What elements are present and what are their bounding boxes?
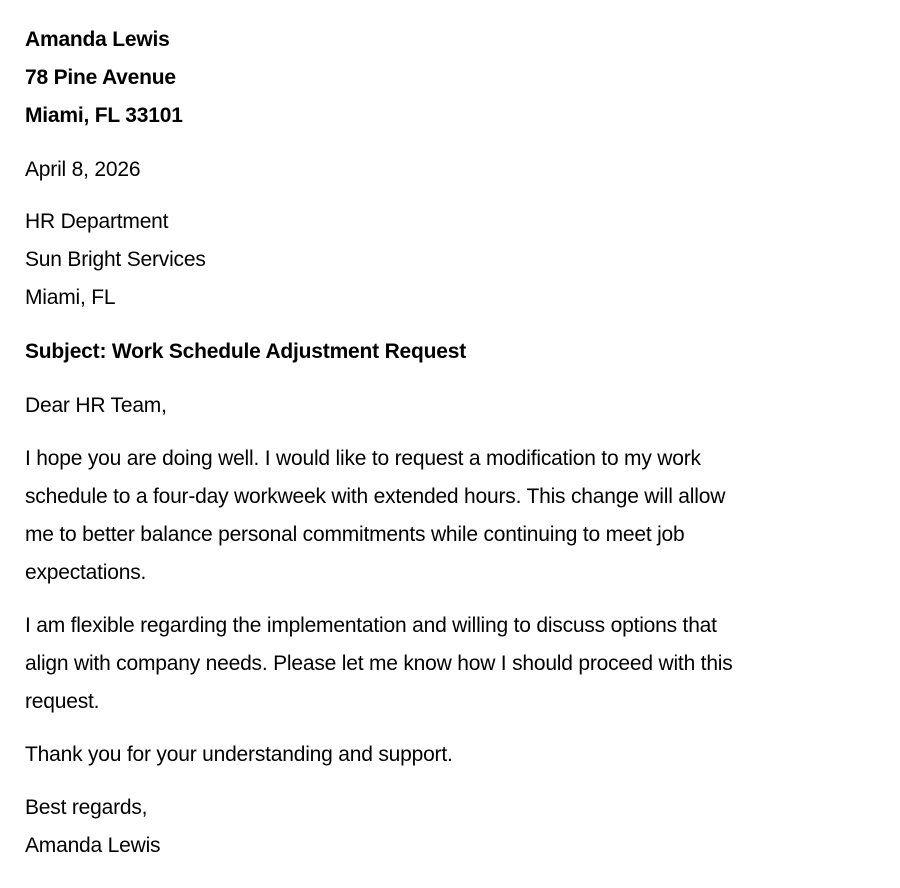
salutation: Dear HR Team, [25,394,167,417]
sender-street: 78 Pine Avenue [25,66,176,89]
recipient-company: Sun Bright Services [25,248,206,271]
recipient-city-state: Miami, FL [25,286,116,309]
paragraph-1-line-4: expectations. [25,561,147,584]
closing: Best regards, [25,796,148,819]
paragraph-2-line-1: I am flexible regarding the implementation and willing to discuss options that [25,614,717,637]
paragraph-3-line-1: Thank you for your understanding and support. [25,743,453,766]
paragraph-1-line-2: schedule to a four-day workweek with extended hours. This change will allow [25,485,726,508]
subject-line: Subject: Work Schedule Adjustment Request [25,340,467,363]
paragraph-2-line-3: request. [25,690,100,713]
sender-city-state-zip: Miami, FL 33101 [25,104,183,127]
recipient-department: HR Department [25,210,169,233]
letter-date: April 8, 2026 [25,158,141,181]
sender-name: Amanda Lewis [25,28,170,51]
paragraph-1-line-3: me to better balance personal commitments while continuing to meet job [25,523,685,546]
paragraph-2-line-2: align with company needs. Please let me know how I should proceed with this [25,652,733,675]
signature: Amanda Lewis [25,834,161,857]
paragraph-1-line-1: I hope you are doing well. I would like to request a modification to my work [25,447,701,470]
